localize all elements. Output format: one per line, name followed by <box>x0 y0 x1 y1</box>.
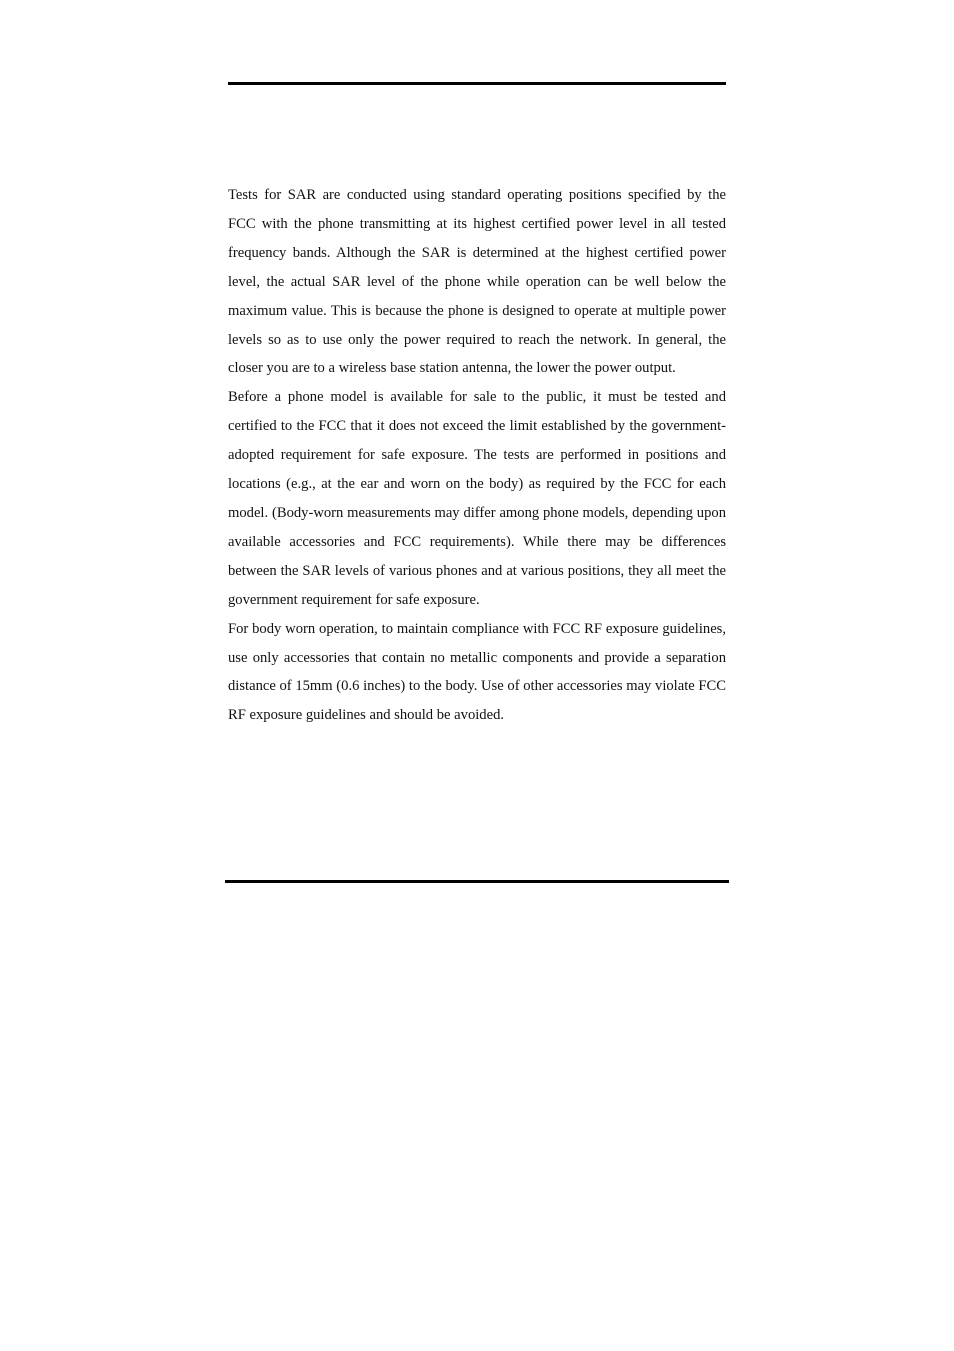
paragraph-certification: Before a phone model is available for sale to the public, it must be tested and certified to the FCC that it does not exceed the limit established by the government-adopted requirement for safe exposure. The tests are performed in positions and locations (e.g., at the ear and worn on the body) as required by the FCC for each model. (Body-worn measurements may differ among phone models, depending upon available accessories and FCC requirements). While there may be differences between the SAR levels of various phones and at various positions, they all meet the government requirement for safe exposure. <box>228 389 726 608</box>
paragraph-body-worn: For body worn operation, to maintain compliance with FCC RF exposure guidelines, use only accessories that contain no metallic components and provide a separation distance of 15mm (0.6 inches) to the body. Use of other accessories may violate FCC RF exposure guidelines and should be avoided. <box>228 620 726 724</box>
top-horizontal-rule <box>228 82 726 85</box>
paragraph-sar-testing: Tests for SAR are conducted using standard operating positions specified by the FCC with the phone transmitting at its highest certified power level in all tested frequency bands. Although the SAR is determined at the highest certified power level, the actual SAR level of the phone while operation can be well below the maximum value. This is because the phone is designed to operate at multiple power levels so as to use only the power required to reach the network. In general, the closer you are to a wireless base station antenna, the lower the power output. <box>228 187 726 377</box>
body-text <box>228 181 726 730</box>
bottom-horizontal-rule <box>225 880 729 883</box>
